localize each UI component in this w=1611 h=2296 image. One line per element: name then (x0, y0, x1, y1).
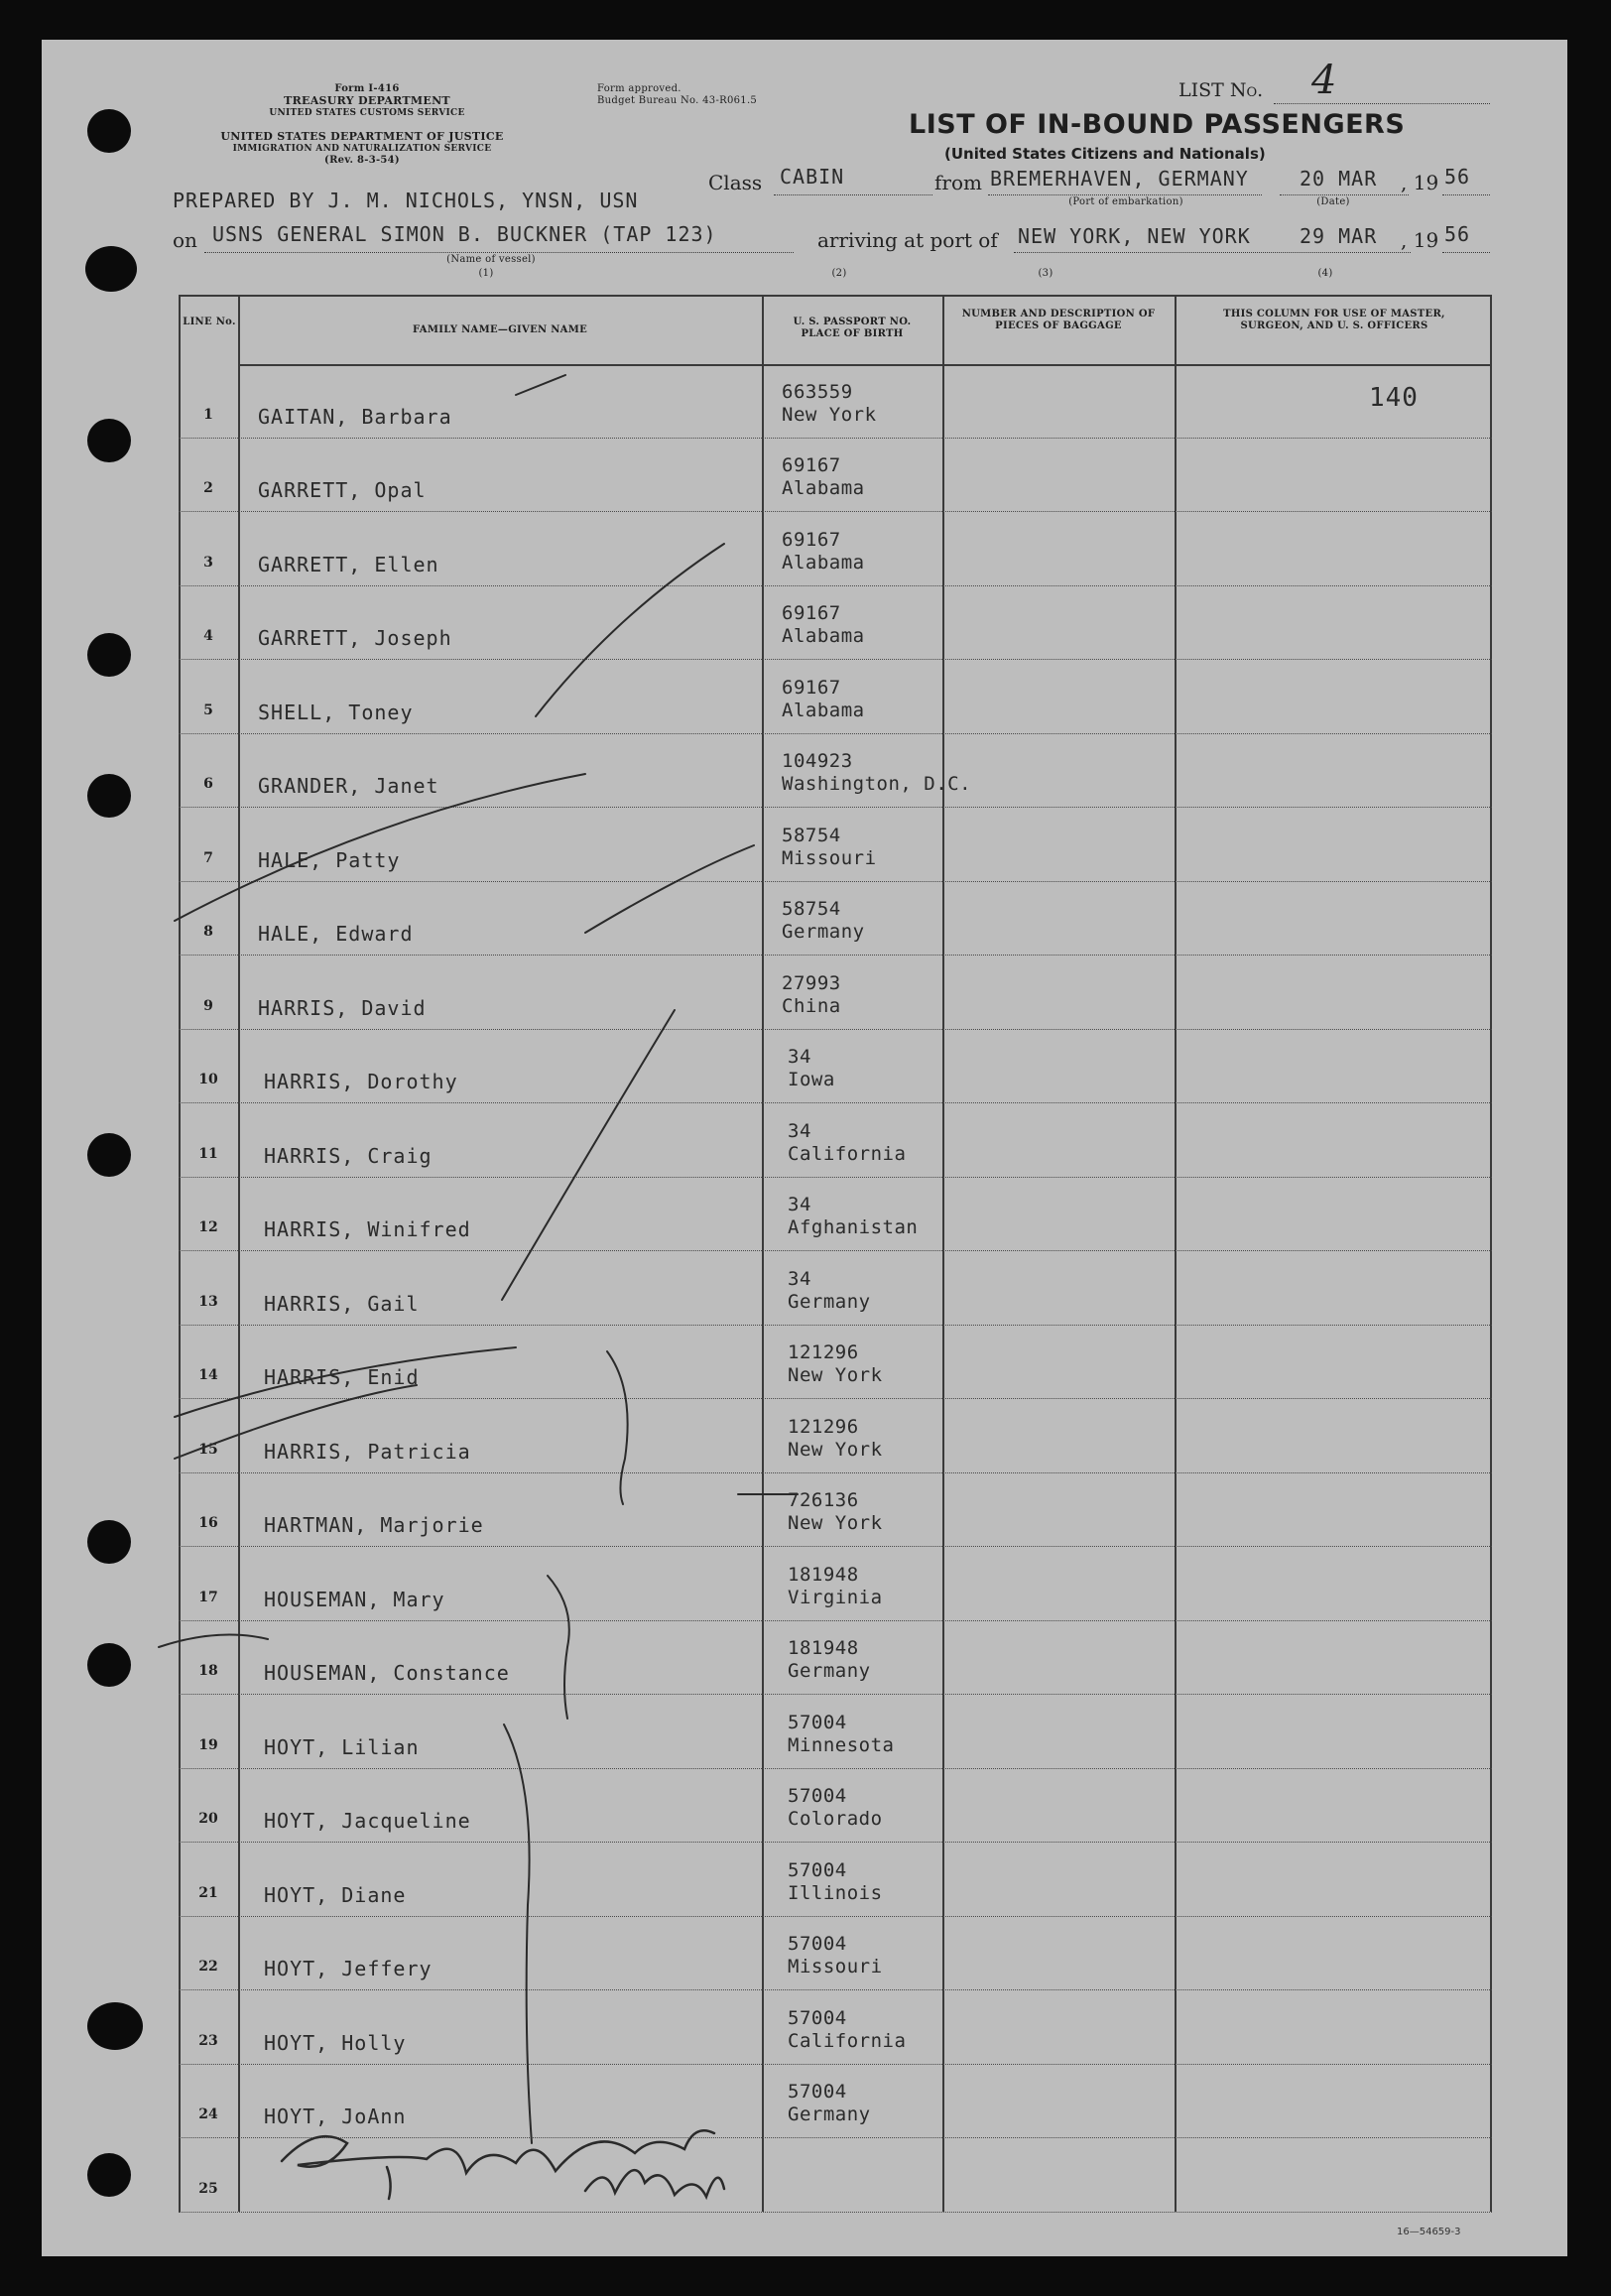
line-number: 12 (198, 1219, 218, 1235)
passport-cell (782, 454, 865, 500)
passport-cell (788, 1712, 894, 1757)
header-name: FAMILY NAME—GIVEN NAME (412, 324, 588, 335)
line-number: 2 (203, 480, 213, 496)
line-number: 14 (198, 1367, 218, 1383)
passport-cell (782, 677, 865, 722)
place-of-birth: Minnesota (788, 1733, 895, 1756)
from-label: from (934, 171, 982, 194)
passenger-name: HOYT, Jacqueline (264, 1809, 471, 1833)
table-row (179, 1030, 1492, 1104)
passenger-name: GARRETT, Ellen (258, 552, 439, 576)
passport-cell (788, 2007, 906, 2053)
passport-number: 121296 (788, 1415, 859, 1438)
passport-number: 121296 (788, 1341, 859, 1363)
punch-hole (87, 2153, 131, 2197)
passport-cell (788, 1120, 906, 1166)
place-of-birth: New York (788, 1512, 883, 1534)
officer-notation: 140 (1369, 382, 1419, 413)
place-of-birth: Germany (782, 921, 865, 943)
header-passport: U. S. PASSPORT NO. PLACE OF BIRTH (793, 317, 912, 339)
place-of-birth: Virginia (788, 1586, 883, 1608)
table-row (179, 956, 1492, 1030)
passenger-name: SHELL, Toney (258, 700, 414, 724)
place-of-birth: Washington, D.C. (782, 773, 972, 795)
passport-number: 34 (788, 1119, 811, 1142)
passport-cell (788, 1194, 918, 1239)
passport-number: 69167 (782, 602, 841, 624)
line-number: 16 (198, 1515, 218, 1531)
passenger-name: HARRIS, Winifred (264, 1217, 471, 1241)
punch-hole (87, 109, 131, 153)
table-row (179, 586, 1492, 661)
passenger-name: HARRIS, David (258, 995, 427, 1020)
passenger-name: HOYT, JoAnn (264, 2105, 407, 2128)
table-row (179, 1843, 1492, 1917)
passenger-name: HARRIS, Enid (264, 1365, 420, 1389)
passport-number: 57004 (788, 1933, 847, 1955)
passport-cell (782, 750, 971, 796)
arrival-year: 56 (1444, 222, 1471, 246)
vessel-name: USNS GENERAL SIMON B. BUCKNER (TAP 123) (212, 222, 717, 246)
table-top-border (179, 295, 1492, 297)
passenger-name: GRANDER, Janet (258, 774, 439, 798)
line-number: 6 (203, 776, 213, 792)
table-row (179, 1399, 1492, 1473)
passport-cell (788, 1564, 883, 1609)
table-row (179, 1695, 1492, 1769)
passport-number: 69167 (782, 454, 841, 476)
table-row (179, 512, 1492, 586)
passport-number: 663559 (782, 380, 853, 403)
table-row (179, 2065, 1492, 2139)
header-baggage: NUMBER AND DESCRIPTION OF PIECES OF BAGGAGE (961, 309, 1156, 331)
table-row (179, 660, 1492, 734)
passport-cell (788, 1268, 871, 1314)
departure-date: 20 MAR (1300, 167, 1378, 191)
line-number: 10 (198, 1072, 218, 1087)
arrival-year-prefix: , 19 (1401, 228, 1439, 252)
passport-number: 27993 (782, 971, 841, 994)
passport-number: 726136 (788, 1489, 859, 1511)
punch-hole (87, 419, 131, 462)
passport-number: 57004 (788, 1785, 847, 1807)
passport-cell (782, 602, 865, 648)
revision-date: (Rev. 8-3-54) (324, 155, 400, 166)
line-number: 8 (203, 924, 213, 940)
line-number: 23 (198, 2032, 218, 2049)
passport-cell (782, 972, 841, 1018)
prepared-by: PREPARED BY J. M. NICHOLS, YNSN, USN (173, 189, 639, 212)
punch-hole (87, 1643, 131, 1687)
table-row (179, 734, 1492, 809)
place-of-birth: New York (782, 403, 877, 426)
passport-cell (788, 1341, 883, 1387)
line-number: 15 (198, 1441, 218, 1458)
line-number: 24 (198, 2106, 218, 2122)
table-row (179, 2138, 1492, 2213)
department-of-justice: UNITED STATES DEPARTMENT OF JUSTICE (220, 130, 504, 143)
list-no-label: LIST No. (1178, 79, 1264, 101)
passport-cell (788, 1416, 883, 1462)
departure-year-prefix: , 19 (1401, 171, 1439, 194)
passenger-name: HARRIS, Dorothy (264, 1070, 458, 1093)
table-row (179, 1178, 1492, 1252)
col-num-1: (1) (478, 268, 494, 279)
line-number: 18 (198, 1663, 218, 1679)
passport-number: 58754 (782, 824, 841, 846)
passenger-name: GARRETT, Joseph (258, 626, 452, 650)
passport-number: 104923 (782, 750, 853, 772)
passport-cell (782, 381, 877, 427)
line-number: 22 (198, 1959, 218, 1975)
departure-year: 56 (1444, 165, 1471, 189)
place-of-birth: Alabama (782, 551, 865, 574)
passport-cell (788, 1637, 871, 1683)
place-of-birth: Colorado (788, 1808, 883, 1830)
passport-number: 181948 (788, 1563, 859, 1586)
passport-cell (788, 2081, 871, 2126)
col-num-4: (4) (1317, 268, 1333, 279)
passport-cell (782, 825, 877, 870)
place-of-birth: Afghanistan (788, 1216, 919, 1238)
arrival-port-line (1014, 252, 1411, 253)
table-row (179, 1251, 1492, 1326)
vessel-caption: (Name of vessel) (446, 254, 536, 265)
passport-cell (782, 529, 865, 574)
line-number: 5 (203, 702, 213, 718)
from-port: BREMERHAVEN, GERMANY (990, 167, 1249, 191)
punch-hole (87, 633, 131, 677)
form-approved: Form approved. (597, 83, 682, 94)
line-number: 3 (203, 554, 213, 571)
place-of-birth: Germany (788, 1660, 871, 1682)
arriving-label: arriving at port of (817, 228, 998, 252)
line-number: 13 (198, 1293, 218, 1310)
line-number: 4 (203, 628, 213, 644)
punch-hole (87, 1133, 131, 1177)
class-line (774, 194, 932, 195)
line-number: 11 (198, 1145, 218, 1162)
passport-number: 58754 (782, 898, 841, 920)
passenger-name: HOYT, Lilian (264, 1734, 420, 1759)
table-row (179, 1326, 1492, 1400)
date-line (1280, 194, 1409, 195)
col-num-3: (3) (1038, 268, 1053, 279)
place-of-birth: Alabama (782, 477, 865, 499)
passport-cell (788, 1046, 835, 1091)
passport-cell (788, 1489, 883, 1535)
place-of-birth: New York (788, 1364, 883, 1386)
on-label: on (173, 228, 197, 252)
table-row (179, 1769, 1492, 1844)
line-number: 7 (203, 849, 213, 866)
arrival-year-line (1442, 252, 1490, 253)
line-number: 1 (203, 406, 213, 423)
table-row (179, 364, 1492, 439)
passenger-name: HARRIS, Craig (264, 1143, 433, 1168)
class-value: CABIN (780, 165, 845, 189)
passenger-name: HOUSEMAN, Constance (264, 1661, 510, 1685)
place-of-birth: Iowa (788, 1069, 835, 1090)
passport-number: 34 (788, 1194, 811, 1215)
arrival-date: 29 MAR (1300, 224, 1378, 248)
table-row (179, 1917, 1492, 1991)
vessel-line (204, 252, 794, 253)
place-of-birth: Illinois (788, 1881, 883, 1904)
arrival-port: NEW YORK, NEW YORK (1018, 224, 1251, 248)
table-row (179, 1621, 1492, 1696)
form-title: LIST OF IN-BOUND PASSENGERS (909, 109, 1406, 140)
passenger-name: HARTMAN, Marjorie (264, 1513, 484, 1537)
list-no-line (1274, 103, 1490, 104)
passenger-name: HALE, Patty (258, 847, 401, 872)
passport-number: 69167 (782, 528, 841, 551)
table-row (179, 882, 1492, 957)
place-of-birth: Alabama (782, 625, 865, 647)
date-caption: (Date) (1316, 196, 1350, 207)
passenger-name: HOYT, Diane (264, 1882, 407, 1907)
passenger-table (179, 295, 1492, 2212)
punch-hole (87, 774, 131, 818)
passport-number: 57004 (788, 1858, 847, 1881)
passport-cell (788, 1785, 883, 1831)
passport-cell (788, 1933, 883, 1978)
passport-cell (782, 898, 865, 944)
place-of-birth: New York (788, 1438, 883, 1461)
form-subtitle: (United States Citizens and Nationals) (944, 145, 1266, 163)
place-of-birth: Germany (788, 2104, 871, 2125)
passenger-name: GAITAN, Barbara (258, 404, 452, 429)
passport-number: 181948 (788, 1637, 859, 1659)
line-number: 17 (198, 1589, 218, 1605)
punch-hole (87, 2002, 143, 2050)
row-rule (179, 2212, 1492, 2213)
passenger-name: HARRIS, Patricia (264, 1439, 471, 1464)
list-no-value: 4 (1311, 58, 1337, 103)
table-row (179, 1103, 1492, 1178)
line-number: 9 (203, 997, 213, 1014)
treasury-department: TREASURY DEPARTMENT (284, 94, 450, 107)
table-row (179, 439, 1492, 513)
passenger-name: GARRETT, Opal (258, 478, 427, 502)
budget-bureau: Budget Bureau No. 43-R061.5 (597, 95, 758, 106)
place-of-birth: California (788, 2029, 907, 2052)
table-row (179, 1990, 1492, 2065)
passenger-name: HALE, Edward (258, 922, 414, 946)
table-row (179, 1547, 1492, 1621)
passenger-name: HOYT, Jeffery (264, 1957, 433, 1980)
ins-label: IMMIGRATION AND NATURALIZATION SERVICE (232, 144, 492, 154)
passenger-name: HOUSEMAN, Mary (264, 1587, 445, 1611)
year-line (1442, 194, 1490, 195)
place-of-birth: China (782, 994, 841, 1017)
passenger-name: HOYT, Holly (264, 2030, 407, 2055)
punch-hole (87, 1520, 131, 1564)
table-row (179, 808, 1492, 882)
table-row (179, 1473, 1492, 1548)
line-number: 19 (198, 1736, 218, 1753)
place-of-birth: Missouri (782, 846, 877, 869)
header-line-no: LINE No. (183, 317, 236, 327)
passenger-name: HARRIS, Gail (264, 1291, 420, 1316)
passport-number: 57004 (788, 2081, 847, 2103)
line-number: 25 (198, 2180, 218, 2197)
passport-number: 34 (788, 1267, 811, 1290)
form-number: Form I-416 (334, 83, 400, 94)
place-of-birth: Germany (788, 1290, 871, 1313)
passport-number: 34 (788, 1046, 811, 1068)
place-of-birth: Missouri (788, 1956, 883, 1977)
passport-cell (788, 1859, 883, 1905)
customs-service: UNITED STATES CUSTOMS SERVICE (269, 108, 465, 118)
place-of-birth: Alabama (782, 699, 865, 721)
line-number: 20 (198, 1811, 218, 1827)
passport-number: 57004 (788, 1711, 847, 1733)
place-of-birth: California (788, 1142, 907, 1165)
port-embarkation-caption: (Port of embarkation) (1068, 196, 1183, 207)
punch-hole (85, 246, 137, 292)
passport-number: 69167 (782, 676, 841, 699)
print-code: 16—54659-3 (1397, 2227, 1461, 2237)
from-line (988, 194, 1262, 195)
header-officers: THIS COLUMN FOR USE OF MASTER, SURGEON, AND U. S. OFFICERS (1223, 309, 1445, 331)
passport-number: 57004 (788, 2006, 847, 2029)
line-number: 21 (198, 1884, 218, 1901)
class-label: Class (708, 171, 763, 194)
col-num-2: (2) (831, 268, 847, 279)
